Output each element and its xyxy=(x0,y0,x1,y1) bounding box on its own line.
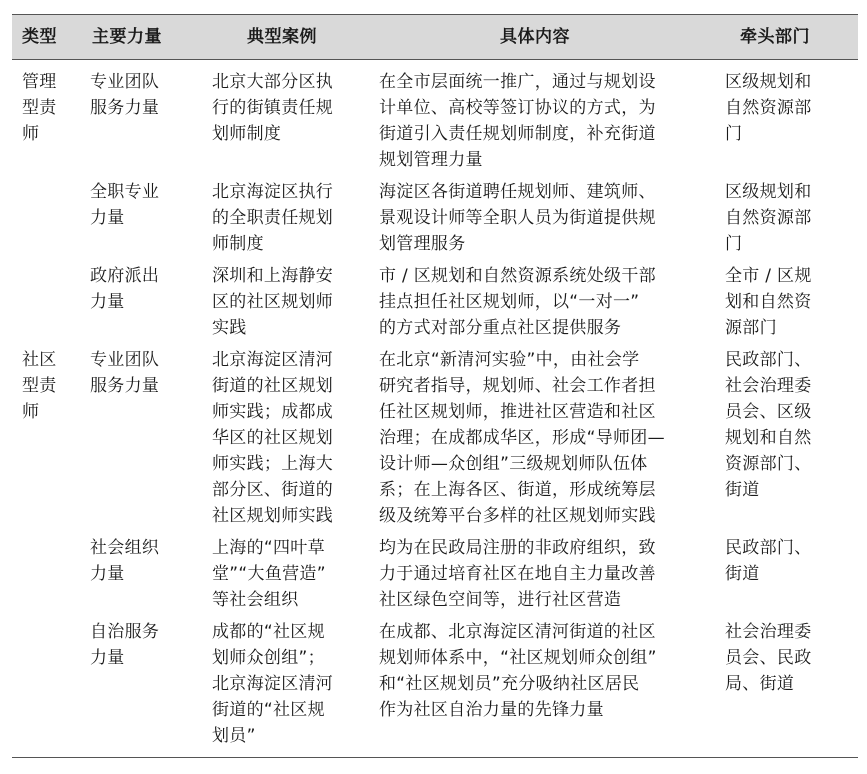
cell-force: 政府派出 力量 xyxy=(90,266,160,312)
table-bottom-rule xyxy=(12,757,858,758)
cell-content: 市 / 区规划和自然资源系统处级干部 挂点担任社区规划师，以“一对一” 的方式对部分重点社区提供服务 xyxy=(379,266,656,338)
header-case: 典型案例 xyxy=(247,27,317,47)
cell-content: 在北京“新清河实验”中，由社会学 研究者指导，规划师、社会工作者担 任社区规划师，推进社区营造和社区 治理；在成都成华区，形成“导师团— 设计师—众创组”三级规划师队伍体 系；在上海各区、街道，形成统筹层 级及统筹平台多样的社区规划师实践 xyxy=(379,350,665,526)
cell-case: 上海的“四叶草 堂”“大鱼营造” 等社会组织 xyxy=(212,538,326,610)
cell-case: 北京海淀区执行 的全职责任规划 师制度 xyxy=(212,182,334,254)
cell-content: 均为在民政局注册的非政府组织，致 力于通过培育社区在地自主力量改善 社区绿色空间等，进行社区营造 xyxy=(379,538,656,610)
header-type: 类型 xyxy=(22,27,57,47)
header-force: 主要力量 xyxy=(92,27,162,47)
cell-type: 管理 型责 师 xyxy=(22,72,57,144)
cell-force: 社会组织 力量 xyxy=(90,538,160,584)
cell-dept: 社会治理委 员会、民政 局、街道 xyxy=(725,622,812,694)
cell-force: 专业团队 服务力量 xyxy=(90,72,160,118)
cell-dept: 民政部门、 街道 xyxy=(725,538,812,584)
cell-force: 自治服务 力量 xyxy=(90,622,160,668)
cell-content: 在成都、北京海淀区清河街道的社区 规划师体系中，“社区规划师众创组” 和“社区规划员”充分吸纳社区居民 作为社区自治力量的先锋力量 xyxy=(379,622,657,720)
header-dept: 牵头部门 xyxy=(740,27,810,47)
cell-dept: 区级规划和 自然资源部 门 xyxy=(725,182,812,254)
cell-case: 北京大部分区执 行的街镇责任规 划师制度 xyxy=(212,72,334,144)
cell-type: 社区 型责 师 xyxy=(22,350,57,422)
cell-force: 全职专业 力量 xyxy=(90,182,160,228)
cell-force: 专业团队 服务力量 xyxy=(90,350,160,396)
cell-dept: 民政部门、 社会治理委 员会、区级 规划和自然 资源部门、 街道 xyxy=(725,350,812,500)
cell-case: 成都的“社区规 划师众创组”； 北京海淀区清河 街道的“社区规 划员” xyxy=(212,622,334,746)
cell-dept: 区级规划和 自然资源部 门 xyxy=(725,72,812,144)
cell-dept: 全市 / 区规 划和自然资 源部门 xyxy=(725,266,812,338)
cell-content: 在全市层面统一推广，通过与规划设 计单位、高校等签订协议的方式，为 街道引入责任规划师制度，补充街道 规划管理力量 xyxy=(379,72,656,170)
cell-case: 深圳和上海静安 区的社区规划师 实践 xyxy=(212,266,334,338)
cell-case: 北京海淀区清河 街道的社区规划 师实践；成都成 华区的社区规划 师实践；上海大 部分区、街道的 社区规划师实践 xyxy=(212,350,334,526)
table-header xyxy=(12,14,858,60)
header-content: 具体内容 xyxy=(500,27,570,47)
cell-content: 海淀区各街道聘任规划师、建筑师、 景观设计师等全职人员为街道提供规 划管理服务 xyxy=(379,182,656,254)
